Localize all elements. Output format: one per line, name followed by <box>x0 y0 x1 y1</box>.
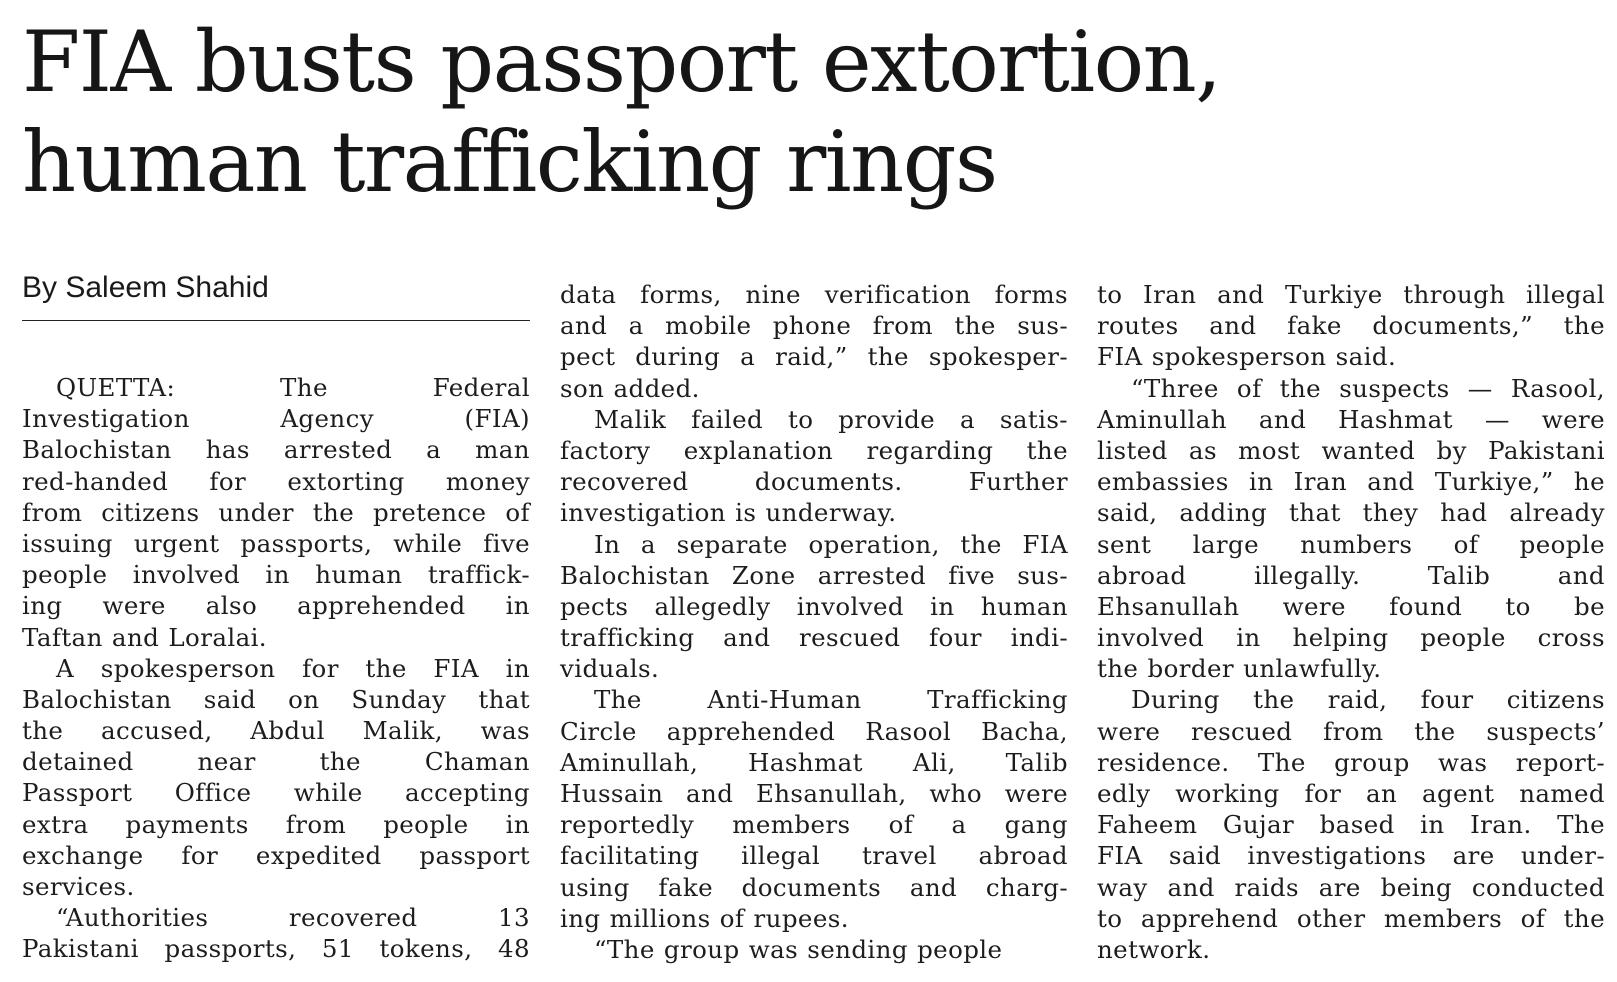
text-line: way and raids are being conducted <box>1097 872 1605 902</box>
text-line: “Authorities recovered 13 <box>56 903 530 933</box>
text-line: recovered documents. Further <box>560 467 1068 497</box>
text-line: ing millions of rupees. <box>560 903 849 933</box>
text-line: detained near the Chaman <box>22 747 530 777</box>
text-line: Ehsanullah were found to be <box>1097 591 1605 621</box>
text-line: Hussain and Ehsanullah, who were <box>560 779 1068 808</box>
text-line: Taftan and Loralai. <box>22 622 267 652</box>
text-line: the accused, Abdul Malik, was <box>22 716 530 746</box>
text-line: Balochistan said on Sunday that <box>22 684 530 714</box>
headline <box>22 12 1582 212</box>
text-line: FIA spokesperson said. <box>1097 342 1397 372</box>
text-line: exchange for expedited passport <box>22 840 530 870</box>
text-line: using fake documents and charg- <box>560 872 1068 902</box>
text-line: people involved in human traffick- <box>22 560 530 590</box>
text-line: said, adding that they had already <box>1097 498 1605 528</box>
text-line: Circle apprehended Rasool Bacha, <box>560 716 1068 746</box>
byline-divider <box>22 320 530 321</box>
text-line: son added. <box>560 373 700 403</box>
article-column-2 <box>560 279 1068 965</box>
text-line: factory explanation regarding the <box>560 435 1068 465</box>
article-column-3 <box>1097 279 1605 965</box>
text-line: Malik failed to provide a satis- <box>594 404 1068 434</box>
text-line: network. <box>1097 934 1211 964</box>
text-line: data forms, nine verification forms <box>560 280 1068 309</box>
text-line: In a separate operation, the FIA <box>594 529 1068 559</box>
text-line: viduals. <box>560 654 660 684</box>
text-line: Faheem Gujar based in Iran. The <box>1097 810 1605 840</box>
text-line: A spokesperson for the FIA in <box>56 653 530 683</box>
byline: By Saleem Shahid <box>22 271 269 304</box>
text-line: listed as most wanted by Pakistani <box>1097 435 1605 465</box>
text-line: sent large numbers of people <box>1097 529 1605 559</box>
text-line: pect during a raid,” the spokesper- <box>560 342 1068 372</box>
article-column-1 <box>22 372 530 965</box>
text-line: During the raid, four citizens <box>1131 685 1605 715</box>
text-line: edly working for an agent named <box>1097 779 1605 808</box>
text-line: from citizens under the pretence of <box>22 497 530 527</box>
text-line: Balochistan Zone arrested five sus- <box>560 560 1068 590</box>
text-line: embassies in Iran and Turkiye,” he <box>1097 467 1605 497</box>
text-line: abroad illegally. Talib and <box>1097 560 1605 590</box>
text-line: The Anti-Human Trafficking <box>594 685 1068 715</box>
text-line: routes and fake documents,” the <box>1097 311 1605 341</box>
text-line: were rescued from the suspects’ <box>1097 716 1605 746</box>
text-line: Passport Office while accepting <box>22 778 530 808</box>
headline-line-1: FIA busts passport extortion, <box>22 13 1221 111</box>
text-line: investigation is underway. <box>560 498 897 528</box>
text-line: and a mobile phone from the sus- <box>560 311 1068 341</box>
text-line: issuing urgent passports, while five <box>22 528 530 558</box>
text-line: services. <box>22 872 135 901</box>
headline-line-2: human trafficking rings <box>22 113 997 211</box>
text-line: facilitating illegal travel abroad <box>560 841 1068 871</box>
text-line: Investigation Agency (FIA) <box>22 404 530 434</box>
text-line: Balochistan has arrested a man <box>22 435 530 465</box>
text-line: pects allegedly involved in human <box>560 591 1068 621</box>
text-line: “The group was sending people <box>594 934 1003 964</box>
text-line: ing were also apprehended in <box>22 591 530 621</box>
text-line: QUETTA: The Federal <box>56 373 530 402</box>
text-line: red-handed for extorting money <box>22 466 530 496</box>
text-line: residence. The group was report- <box>1097 747 1605 777</box>
text-line: trafficking and rescued four indi- <box>560 623 1068 653</box>
text-line: “Three of the suspects — Rasool, <box>1131 373 1605 403</box>
text-line: Aminullah, Hashmat Ali, Talib <box>560 747 1068 777</box>
text-line: the border unlawfully. <box>1097 654 1382 684</box>
text-line: to apprehend other members of the <box>1097 903 1605 933</box>
text-line: Pakistani passports, 51 tokens, 48 <box>22 934 530 964</box>
text-line: FIA said investigations are under- <box>1097 841 1605 871</box>
text-line: Aminullah and Hashmat — were <box>1097 404 1605 434</box>
text-line: extra payments from people in <box>22 809 530 839</box>
text-line: to Iran and Turkiye through illegal <box>1097 280 1605 309</box>
text-line: involved in helping people cross <box>1097 623 1605 653</box>
text-line: reportedly members of a gang <box>560 810 1068 840</box>
